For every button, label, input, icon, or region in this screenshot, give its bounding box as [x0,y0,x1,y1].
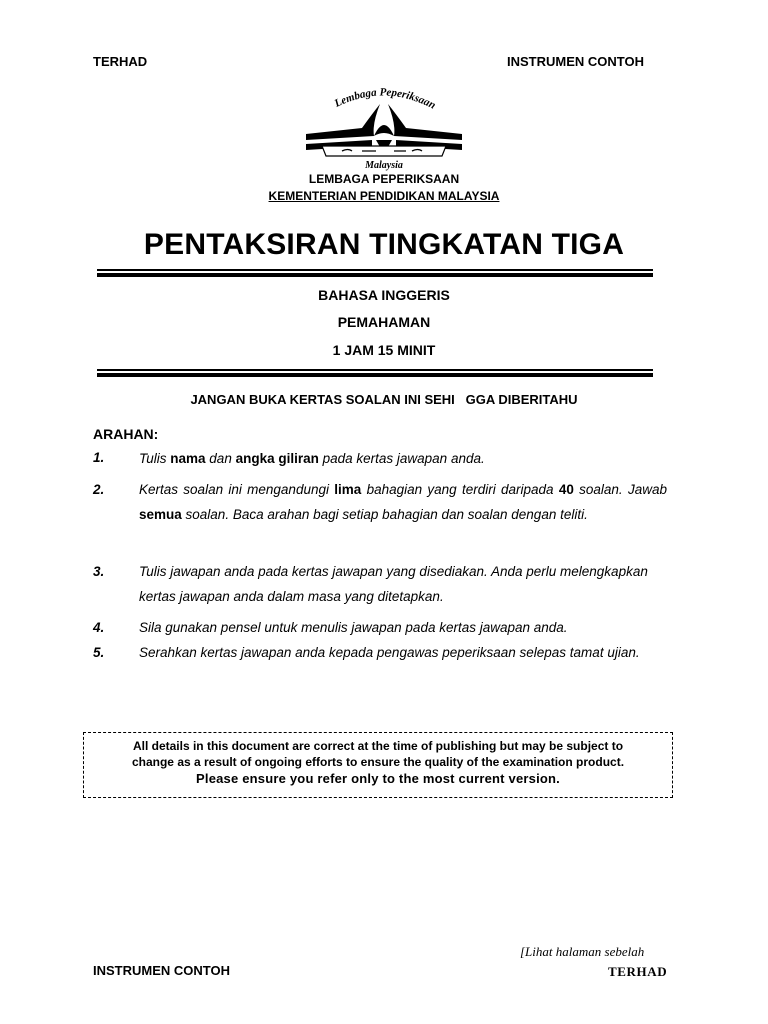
instruction-text: Tulis jawapan anda pada kertas jawapan yang disediakan. Anda perlu melengkapkan kertas jawapan anda dalam masa yang ditetapkan. [139,564,648,604]
instruction-number: 4. [93,620,105,635]
title-rule-top [97,269,653,277]
header-left-label: TERHAD [93,54,148,69]
do-not-open-warning: JANGAN BUKA KERTAS SOALAN INI SEHI GGA DIBERITAHU [190,392,578,407]
exam-board-emblem-icon [302,84,466,174]
title-rule-bottom [97,369,653,377]
logo-bottom-text: Malaysia [365,160,403,171]
instruction-number: 2. [93,482,105,497]
footer-left-label: INSTRUMEN CONTOH [93,963,230,978]
next-page-note: [Lihat halaman sebelah [520,944,645,959]
header-right-label: INSTRUMEN CONTOH [507,54,644,69]
logo-top-text: Lembaga Peperiksaan [332,86,438,112]
instruction-number: 3. [93,564,105,579]
ministry-name-wrapper [0,189,768,203]
instruction-text: Sila gunakan pensel untuk menulis jawapan pada kertas jawapan anda. [139,620,568,635]
instruction-text: Tulis nama dan angka giliran pada kertas jawapan anda. [139,451,485,466]
notice-line-2: change as a result of ongoing efforts to ensure the quality of the examination product. [131,755,625,769]
exam-board-logo [302,84,466,174]
organization-name: LEMBAGA PEPERIKSAAN [308,172,460,186]
subject-name: BAHASA INGGERIS [318,287,450,303]
notice-line-1: All details in this document are correct at the time of publishing but may be subject to [132,739,624,753]
instructions-heading: ARAHAN: [93,426,159,442]
notice-line-3: Please ensure you refer only to the most current version. [196,771,560,786]
instruction-number: 5. [93,645,105,660]
version-notice-box [83,732,673,798]
instruction-text: Kertas soalan ini mengandungi lima bahagian yang terdiri daripada 40 soalan. Jawab semua soalan. Baca arahan bagi setiap bahagian dan soalan dengan teliti. [139,482,667,522]
footer-right-label: TERHAD [608,964,668,979]
duration: 1 JAM 15 MINIT [332,342,436,358]
ministry-name: KEMENTERIAN PENDIDIKAN MALAYSIA [268,189,500,203]
exam-title: PENTAKSIRAN TINGKATAN TIGA [143,228,625,261]
instruction-number: 1. [93,450,105,465]
paper-name: PEMAHAMAN [337,314,431,330]
instruction-text: Serahkan kertas jawapan anda kepada pengawas peperiksaan selepas tamat ujian. [139,645,640,660]
